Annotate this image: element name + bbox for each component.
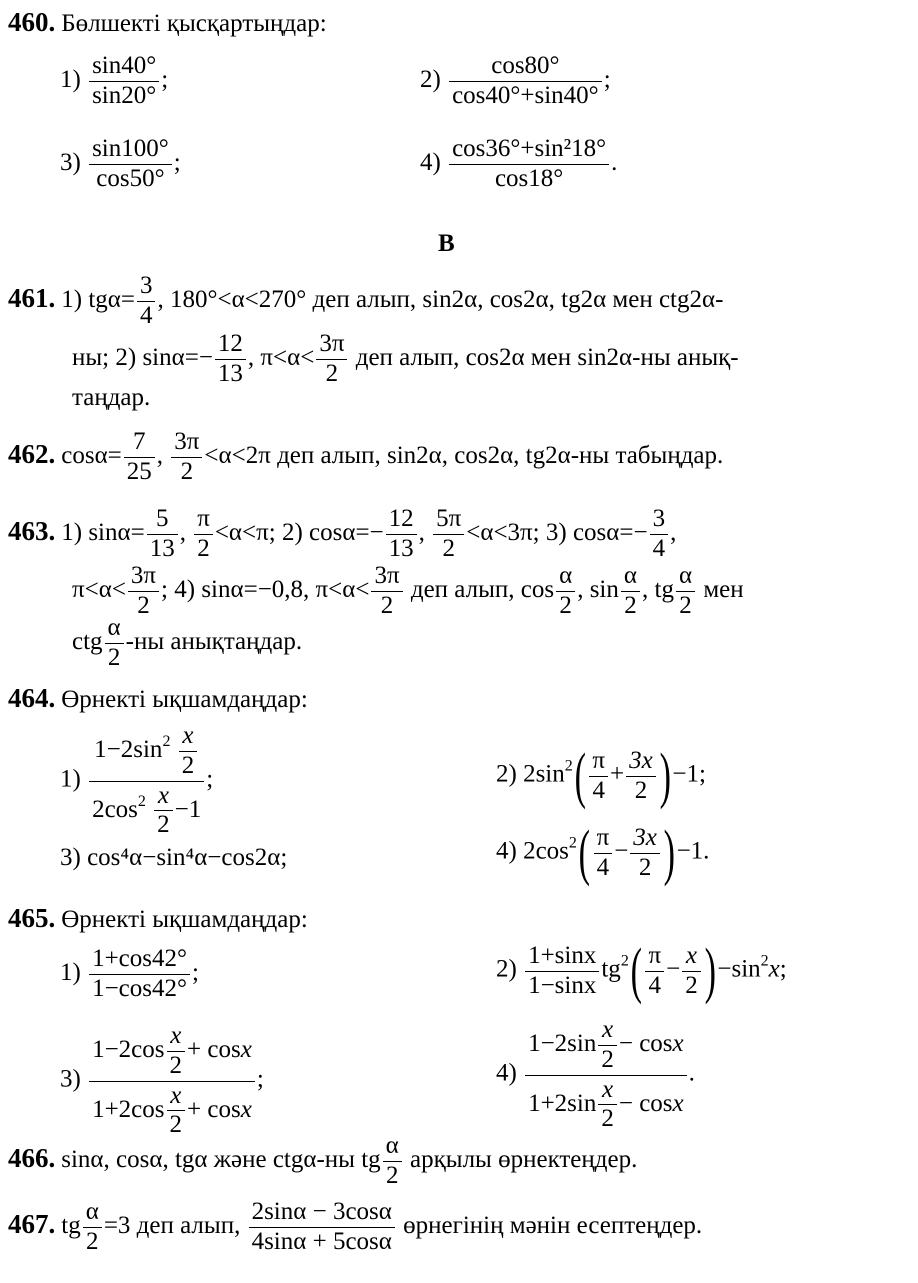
- text: 1+2cos: [92, 1095, 165, 1123]
- text: 1−2cos: [92, 1035, 165, 1063]
- problem-number: 466.: [8, 1142, 56, 1173]
- fraction: [645, 942, 664, 1001]
- fraction: [137, 272, 156, 331]
- item-465-3: [60, 1022, 264, 1140]
- denominator: 2: [105, 643, 124, 673]
- numerator: π: [596, 823, 610, 851]
- text: −sin: [717, 955, 761, 983]
- text: 1−2sin: [94, 735, 163, 763]
- right-paren: ): [659, 742, 671, 810]
- problem-461-line1: [8, 272, 723, 331]
- numerator: 3: [652, 505, 666, 532]
- numerator: [89, 1022, 255, 1081]
- item-464-3: [60, 842, 287, 873]
- text: − cos: [618, 1029, 673, 1057]
- denominator: $2\cos^2$ $\frac{x}{2}$ −1: [89, 781, 204, 841]
- text: мен: [697, 575, 744, 603]
- denominator: 2: [316, 359, 347, 389]
- fraction: [598, 1016, 617, 1075]
- var: x: [685, 941, 697, 969]
- fraction: [594, 824, 613, 883]
- fraction: [147, 505, 178, 564]
- var: x: [602, 1016, 614, 1043]
- text: −: [666, 955, 681, 983]
- numerator: [167, 1082, 186, 1111]
- denominator: 2: [167, 1110, 186, 1140]
- numerator: 7: [133, 428, 146, 455]
- denominator: 2: [433, 534, 464, 564]
- text: cosα=: [61, 441, 122, 469]
- text: −1: [174, 795, 202, 823]
- text: π<α<: [72, 575, 126, 603]
- problem-463-line1: [8, 505, 676, 564]
- var: x: [240, 1095, 252, 1123]
- var: x: [182, 722, 194, 749]
- semicolon: ;: [192, 958, 199, 986]
- denominator: 4: [137, 301, 156, 331]
- numerator: 5π: [436, 505, 462, 532]
- text: tg: [601, 955, 621, 983]
- fraction: [154, 782, 173, 841]
- left-paren: (: [578, 819, 590, 887]
- fraction: [682, 942, 701, 1001]
- text: 2sin: [523, 760, 565, 788]
- numerator: [154, 782, 173, 811]
- numerator: 1+sinx: [528, 941, 597, 969]
- item-464-4: 4) $2\cos^2$( $\frac{\pi}{4}$ − $\frac{3x}{2}$ )−1.: [496, 819, 710, 887]
- text: ,: [670, 518, 677, 546]
- text: + cos: [187, 1095, 241, 1123]
- fraction: [383, 1132, 402, 1191]
- denominator: 1−sinx: [525, 971, 599, 1001]
- semicolon: ;: [161, 65, 169, 93]
- fraction: [249, 1198, 395, 1257]
- numerator: [682, 942, 701, 971]
- problem-464: [8, 682, 308, 716]
- numerator: [630, 824, 660, 853]
- problem-number: 464.: [8, 683, 56, 713]
- item-label: 2): [496, 760, 517, 788]
- denominator: 2: [598, 1104, 617, 1134]
- denominator: 2: [371, 591, 402, 621]
- fraction: [105, 614, 124, 673]
- item-464-2: 2) $2\sin^2$( $\frac{\pi}{4}$ + $\frac{3x}{2}$ )−1;: [496, 742, 706, 810]
- text: ,: [156, 441, 170, 469]
- item-label: 2): [496, 955, 517, 983]
- numerator: α: [623, 562, 637, 589]
- text: 1+2sin: [528, 1089, 597, 1117]
- var: x: [240, 1035, 252, 1063]
- problem-461-line2: [72, 330, 739, 389]
- fraction: [449, 135, 609, 194]
- var: x: [157, 781, 169, 809]
- period: .: [688, 1059, 695, 1087]
- numerator: $1-2\sin^2$ $\frac{x}{2}$: [89, 722, 204, 781]
- problem-number: 462.: [8, 438, 56, 469]
- numerator: 3π: [174, 428, 200, 455]
- text: <α<2π деп алып, sin2α, cos2α, tg2α-ны табыңдар.: [204, 441, 724, 469]
- text: ,: [418, 518, 432, 546]
- text: 1−2sin: [528, 1029, 597, 1057]
- fraction: [215, 330, 246, 389]
- var: x: [602, 1075, 614, 1103]
- denominator: 1−cos42°: [89, 974, 190, 1004]
- left-paren: (: [630, 937, 642, 1005]
- denominator: 13: [147, 534, 178, 564]
- denominator: 2: [128, 591, 159, 621]
- numerator: [179, 722, 198, 751]
- var: x: [768, 955, 780, 983]
- var: x: [170, 1081, 182, 1109]
- fraction: [89, 945, 190, 1004]
- text: <α<3π; 3) cosα=−: [466, 518, 648, 546]
- numerator: 3π: [319, 330, 345, 357]
- denominator: cos40°+sin40°: [449, 81, 602, 111]
- problem-467: [8, 1198, 702, 1257]
- fraction: [598, 1076, 617, 1135]
- denominator: cos18°: [449, 164, 609, 194]
- numerator: sin100°: [92, 135, 169, 162]
- period: .: [611, 148, 618, 176]
- text: деп алып, cos: [404, 575, 555, 603]
- numerator: [626, 747, 656, 776]
- problem-463-line2: [72, 562, 744, 621]
- fraction: [89, 722, 204, 840]
- problem-number: 461.: [8, 282, 56, 313]
- text: ; 4) sinα=−0,8, π<α<: [161, 575, 370, 603]
- item-label: 3): [60, 1065, 81, 1093]
- text: −1;: [672, 760, 706, 788]
- denominator: 4: [594, 853, 613, 883]
- item-460-3: [60, 135, 181, 194]
- denominator: 2: [171, 457, 202, 487]
- fraction: [556, 562, 575, 621]
- text: +: [610, 760, 625, 788]
- numerator: 3: [139, 272, 153, 299]
- denominator: 2: [154, 810, 173, 840]
- numerator: α: [107, 614, 121, 641]
- denominator: 2: [383, 1161, 402, 1191]
- numerator: [598, 1016, 617, 1045]
- denominator: 4: [589, 776, 608, 806]
- numerator: 5: [155, 505, 169, 532]
- text: ,: [179, 518, 193, 546]
- numerator: 2sinα − 3cosα: [251, 1198, 392, 1225]
- fraction: [89, 52, 159, 111]
- text: cos⁴α−sin⁴α−cos2α;: [87, 844, 288, 871]
- left-paren: (: [574, 742, 586, 810]
- denominator: 2: [556, 591, 575, 621]
- fraction: [128, 562, 159, 621]
- semicolon: ;: [256, 1065, 264, 1093]
- semicolon: ;: [603, 65, 611, 93]
- text: арқылы өрнектеңдер.: [403, 1145, 638, 1173]
- item-460-4: [420, 135, 617, 194]
- var: 3x: [629, 746, 653, 774]
- text: ны; 2) sinα=−: [72, 343, 213, 371]
- text: =3 деп алып,: [103, 1211, 247, 1239]
- item-label: 1): [60, 65, 81, 93]
- text: −: [614, 837, 629, 865]
- fraction: [83, 1198, 102, 1257]
- problem-number: 460.: [8, 7, 56, 37]
- denominator: 2: [167, 1051, 186, 1081]
- problem-462: [8, 428, 723, 487]
- numerator: sin40°: [92, 52, 157, 79]
- problem-number: 465.: [8, 903, 56, 933]
- denominator: 2: [682, 971, 701, 1001]
- item-465-1: [60, 945, 199, 1004]
- problem-461-line3: таңдар.: [72, 384, 151, 411]
- text: 1) tgα=: [61, 285, 135, 313]
- problem-number: 463.: [8, 515, 56, 546]
- text: , π<α<: [247, 343, 315, 371]
- text: 1) sinα=: [61, 518, 145, 546]
- numerator: [167, 1022, 186, 1051]
- text: sinα, cosα, tgα және ctgα-ны tg: [61, 1145, 381, 1173]
- fraction: [89, 1022, 255, 1140]
- item-460-2: [420, 52, 611, 111]
- fraction: [650, 505, 669, 564]
- denominator: 2: [83, 1227, 102, 1257]
- fraction: [124, 428, 155, 487]
- numerator: α: [678, 562, 693, 589]
- fraction: [626, 747, 656, 806]
- fraction: [194, 505, 213, 564]
- section-label: B: [438, 230, 455, 257]
- text: өрнегінің мәнін есептеңдер.: [396, 1211, 703, 1239]
- denominator: 25: [124, 457, 155, 487]
- problem-466: [8, 1132, 637, 1191]
- denominator: [525, 1075, 687, 1135]
- fraction: [179, 722, 198, 781]
- denominator: 4: [650, 534, 669, 564]
- denominator: 2: [179, 751, 198, 781]
- denominator: sin20°: [89, 81, 159, 111]
- denominator: 13: [215, 359, 246, 389]
- right-paren: ): [663, 819, 675, 887]
- instruction: Өрнекті ықшамдаңдар:: [61, 906, 308, 933]
- numerator: α: [559, 562, 573, 589]
- semicolon: ;: [206, 765, 214, 793]
- text: , tg: [642, 575, 674, 603]
- item-label: 3): [60, 148, 81, 176]
- text: tg: [61, 1211, 81, 1239]
- instruction: Өрнекті ықшамдаңдар:: [61, 686, 308, 713]
- item-label: 3): [60, 844, 81, 871]
- semicolon: ;: [779, 955, 787, 983]
- item-label: 4): [420, 148, 441, 176]
- text: ctg: [72, 627, 103, 655]
- text: + cos: [187, 1035, 241, 1063]
- numerator: α: [385, 1132, 399, 1159]
- numerator: cos36°+sin²18°: [452, 135, 607, 162]
- fraction: [316, 330, 347, 389]
- denominator: 4: [645, 971, 664, 1001]
- fraction: [525, 1016, 687, 1134]
- instruction: Бөлшекті қысқартыңдар:: [61, 10, 327, 37]
- item-465-2: 2) $\frac{1+\sin x}{1-\sin x}$ $tg^2$( $\frac{\pi}{4}$ − $\frac{x}{2}$ )$-\sin^2x$;: [496, 937, 787, 1005]
- text: , sin: [577, 575, 619, 603]
- denominator: 2: [598, 1045, 617, 1075]
- fraction: [433, 505, 464, 564]
- fraction: [589, 747, 608, 806]
- fraction: [371, 562, 402, 621]
- numerator: 3π: [374, 562, 400, 589]
- item-label: 1): [60, 765, 81, 793]
- fraction: [89, 135, 172, 194]
- problem-463-line3: [72, 614, 302, 673]
- text: 2cos: [523, 837, 569, 865]
- fraction: [525, 942, 599, 1001]
- text: деп алып, cos2α мен sin2α-ны анық-: [349, 343, 739, 371]
- denominator: 13: [386, 534, 417, 564]
- var: x: [672, 1089, 684, 1117]
- fraction: [449, 52, 602, 111]
- fraction: [621, 562, 640, 621]
- denominator: cos50°: [89, 164, 172, 194]
- fraction: [167, 1022, 186, 1081]
- fraction: [171, 428, 202, 487]
- item-label: 1): [60, 958, 81, 986]
- text: -ны анықтаңдар.: [125, 627, 303, 655]
- var: 3x: [633, 823, 657, 851]
- numerator: [525, 1016, 687, 1075]
- problem-number: 467.: [8, 1208, 56, 1239]
- item-465-4: [496, 1016, 695, 1134]
- numerator: 12: [217, 330, 243, 357]
- text: − cos: [618, 1089, 673, 1117]
- text: 2cos: [92, 795, 138, 823]
- denominator: 2: [621, 591, 640, 621]
- right-paren: ): [704, 937, 716, 1005]
- problem-465: [8, 902, 308, 936]
- item-label: 4): [496, 837, 517, 865]
- numerator: cos80°: [491, 52, 560, 79]
- numerator: π: [648, 941, 662, 969]
- problem-460: [8, 6, 327, 40]
- numerator: 3π: [130, 562, 157, 589]
- semicolon: ;: [173, 148, 181, 176]
- numerator: α: [85, 1198, 99, 1225]
- denominator: 2: [626, 776, 656, 806]
- fraction: [630, 824, 660, 883]
- denominator: 2: [676, 591, 695, 621]
- denominator: 2: [194, 534, 213, 564]
- denominator: 2: [630, 853, 660, 883]
- text: <α<π; 2) cosα=−: [214, 518, 384, 546]
- numerator: 12: [388, 505, 414, 532]
- numerator: [598, 1076, 617, 1105]
- item-460-1: [60, 52, 168, 111]
- item-label: 4): [496, 1059, 517, 1087]
- var: x: [672, 1029, 684, 1057]
- numerator: 1+cos42°: [92, 945, 187, 972]
- numerator: π: [592, 746, 606, 774]
- denominator: 4sinα + 5cosα: [249, 1227, 395, 1257]
- fraction: [386, 505, 417, 564]
- fraction: [676, 562, 695, 621]
- item-464-1: [60, 722, 213, 840]
- text: −1.: [676, 837, 710, 865]
- item-label: 2): [420, 65, 441, 93]
- numerator: π: [197, 505, 210, 532]
- text: , 180°<α<270° деп алып, sin2α, cos2α, tg2α мен ctg2α-: [157, 285, 724, 313]
- var: x: [170, 1022, 182, 1049]
